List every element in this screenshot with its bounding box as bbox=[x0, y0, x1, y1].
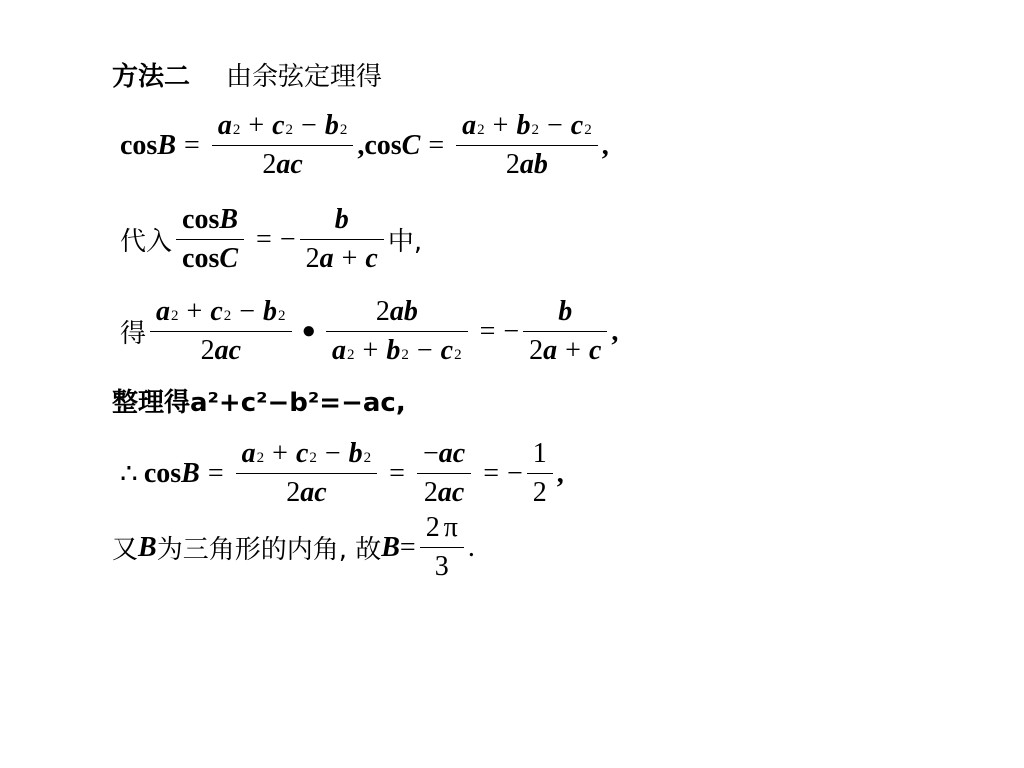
therefore-symbol: ∴ bbox=[120, 458, 138, 490]
b-over-2a-plus-c-fraction: b 2 a + c bbox=[300, 204, 384, 275]
one-half-fraction: $\frac{1}{2}$ bbox=[527, 438, 553, 509]
method-heading bbox=[112, 56, 382, 93]
minus-ac-over-2ac-fraction: − a c 2 a c bbox=[417, 438, 471, 509]
two-pi-over-three-fraction: 2 π 3 bbox=[420, 512, 464, 583]
multiplication-dot: ● bbox=[301, 318, 317, 344]
cos-ratio-fraction: cos B cos C bbox=[176, 204, 244, 275]
cosB-expr-fraction: a 2 + c 2 − b 2 2 a c bbox=[150, 296, 292, 367]
rhs-fraction: b 2 a + c bbox=[523, 296, 607, 367]
final-answer: 又 B 为三角形的内角, 故 B = 2 π 3 . bbox=[112, 512, 475, 582]
cosB-fraction: a 2 + c 2 − b 2 2 a c bbox=[212, 110, 354, 181]
simplified-equation: 整理得a²+c²−b²=−ac, bbox=[112, 388, 406, 418]
cosC-fraction: a 2 + b 2 − c 2 2 a b bbox=[456, 110, 598, 181]
derivation-line: 得 a 2 + c 2 − b 2 2 a c ● 2 a b a 2 + b 2 − c 2 = − b 2 a + c , bbox=[120, 296, 619, 366]
method-intro-text: 由余弦定理得 bbox=[226, 62, 383, 92]
substitute-line: 代入 cos B cos C = − b 2 a + c 中, bbox=[120, 204, 423, 274]
cosine-law-formulas: cos B = a 2 + c 2 − b 2 2 a c , cos C = a 2 + b 2 − c 2 2 a b , bbox=[120, 110, 609, 180]
cosB-fraction-2: a 2 + c 2 − b 2 2 a c bbox=[236, 438, 378, 509]
method-label: 方法二 bbox=[112, 62, 191, 92]
therefore-line: ∴ cos B = a 2 + c 2 − b 2 2 a c = − a c 2 a c = − $\frac{1}{2}$ , bbox=[120, 438, 564, 508]
inverse-cosC-fraction: 2 a b a 2 + b 2 − c 2 bbox=[326, 296, 468, 367]
